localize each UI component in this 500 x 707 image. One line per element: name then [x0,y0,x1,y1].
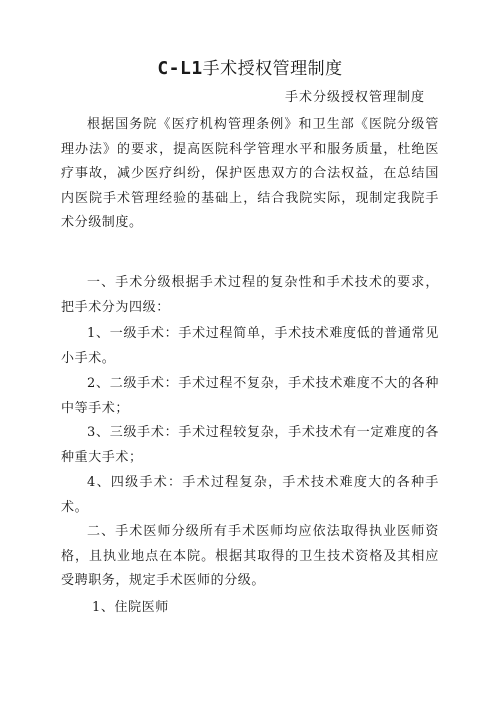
paragraph-intro: 根据国务院《医疗机构管理条例》和卫生部《医院分级管理办法》的要求，提高医院科学管理水平和服务质量，杜绝医疗事故，减少医疗纠纷，保护医患双方的合法权益，在总结国内医院手术管理经验的基础上，结合我院实际，现制定我院手术分级制度。 [61,117,439,230]
document-subtitle: 手术分级授权管理制度 [285,90,426,105]
document-title [0,57,500,81]
title-code: C-L1 [157,58,203,79]
paragraph-section-2: 二、手术医师分级所有手术医师均应依法取得执业医师资格，且执业地点在本院。根据其取得的卫生技术资格及其相应受聘职务，规定手术医师的分级。 [61,524,439,588]
title-text: 手术授权管理制度 [202,59,343,79]
paragraph-resident: 1、住院医师 [92,600,169,615]
paragraph-level-3: 3、三级手术：手术过程较复杂，手术技术有一定难度的各种重大手术； [61,425,439,465]
paragraph-level-4: 4、四级手术：手术过程复杂，手术技术难度大的各种手术。 [61,475,439,515]
paragraph-section-1: 一、手术分级根据手术过程的复杂性和手术技术的要求，把手术分为四级： [61,275,439,315]
paragraph-level-1: 1、一级手术：手术过程简单，手术技术难度低的普通常见小手术。 [61,326,439,366]
paragraph-level-2: 2、二级手术：手术过程不复杂，手术技术难度不大的各种中等手术； [61,376,439,416]
